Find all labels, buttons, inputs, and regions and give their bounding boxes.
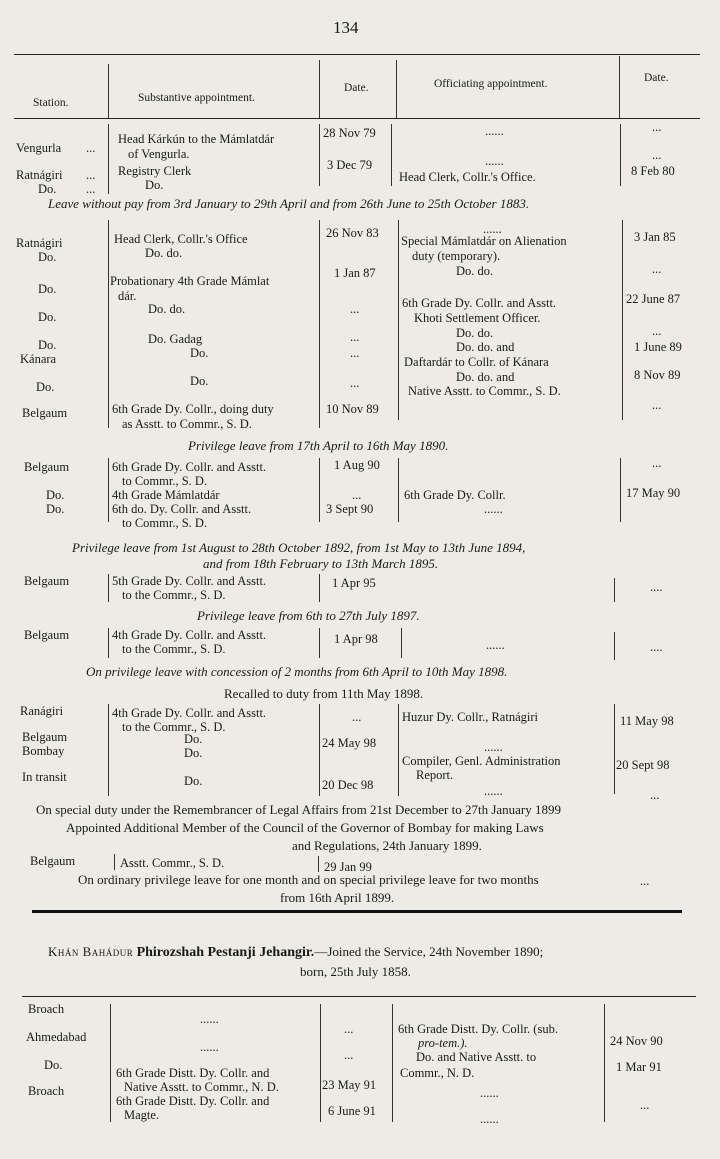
col-rule [319,628,320,658]
station: In transit [22,770,67,784]
station: Belgaum [22,730,68,744]
remark: Privilege leave from 17th April to 16th May 1890. [188,438,449,453]
substantive: 6th Grade Distt. Dy. Collr. and [116,1094,270,1108]
substantive: Native Asstt. to Commr., N. D. [124,1080,279,1094]
table-top-rule [22,996,696,997]
person-joined: —Joined the Service, 24th November 1890; [314,944,544,959]
col-rule [108,64,109,118]
col-rule [108,574,109,602]
station: Ahmedabad [26,1030,87,1044]
col-rule [318,856,319,872]
substantive: Do. [190,374,209,388]
station: Broach [28,1084,65,1098]
remark: from 16th April 1899. [280,890,395,905]
table-header-rule [14,118,700,119]
officiating: ...... [486,638,505,652]
date: 23 May 91 [322,1078,377,1092]
date: ... [350,376,360,390]
station: Do. [38,282,57,296]
officiating: 6th Grade Distt. Dy. Collr. (sub. [398,1022,558,1036]
col-rule [614,632,615,660]
officiating: Daftardár to Collr. of Kánara [404,355,549,369]
col-rule [619,56,620,118]
date: ... [640,874,650,888]
station: Vengurla [16,141,62,155]
col-rule [604,1004,605,1122]
date: 24 Nov 90 [610,1034,663,1048]
officiating: 6th Grade Dy. Collr. and Asstt. [402,296,557,310]
station: Kánara [20,352,57,366]
col-rule [614,578,615,602]
officiating: ...... [485,124,504,138]
station: Belgaum [22,406,68,420]
officiating: ...... [480,1086,499,1100]
remark: Recalled to duty from 11th May 1898. [224,686,424,701]
dots: ... [86,168,96,182]
col-rule [114,854,115,870]
date: 3 Sept 90 [326,502,374,516]
remark: and Regulations, 24th January 1899. [292,838,482,853]
station: Do. [44,1058,63,1072]
officiating: ...... [483,222,502,236]
substantive: to the Commr., S. D. [122,588,226,602]
col-rule [108,628,109,658]
officiating: Do. do. and [456,340,515,354]
col-rule [622,220,623,420]
date: 22 June 87 [626,292,681,306]
remark: and from 18th February to 13th March 1895. [203,556,439,571]
col-rule [108,124,109,194]
dots: ... [86,182,96,196]
date: 17 May 90 [626,486,681,500]
substantive: 4th Grade Dy. Collr. and Asstt. [112,628,267,642]
date: 24 May 98 [322,736,377,750]
substantive: of Vengurla. [128,147,190,161]
page-number: 134 [333,18,359,37]
officiating: Head Clerk, Collr.'s Office. [399,170,536,184]
date: 20 Dec 98 [322,778,374,792]
officiating: Do. do. [456,264,494,278]
date: ... [352,710,362,724]
officiating: Report. [416,768,454,782]
col-rule [398,458,399,522]
station: Belgaum [24,460,70,474]
substantive: Magte. [124,1108,160,1122]
col-rule [108,704,109,796]
substantive: Do. Gadag [148,332,203,346]
header-date2: Date. [644,72,669,84]
date: ... [350,346,360,360]
officiating: Khoti Settlement Officer. [414,311,541,325]
station: Do. [38,250,57,264]
header-date1: Date. [344,82,369,94]
date: 20 Sept 98 [616,758,670,772]
substantive: 4th Grade Mámlatdár [112,488,220,502]
remark: On ordinary privilege leave for one month and on special privilege leave for two months [78,872,539,887]
substantive: Head Kárkún to the Mámlatdár [118,132,275,146]
officiating: ...... [484,784,503,798]
col-rule [319,220,320,428]
date: 3 Jan 85 [634,230,676,244]
date: ... [652,262,662,276]
col-rule [620,124,621,186]
date: 1 Apr 98 [334,632,378,646]
col-rule [614,704,615,794]
remark: Leave without pay from 3rd January to 29th April and from 26th June to 25th October 1883. [48,196,530,211]
officiating: ...... [484,502,503,516]
date: ... [652,398,662,412]
officiating: duty (temporary). [412,249,501,263]
remark: Privilege leave from 1st August to 28th October 1892, from 1st May to 13th June 1894, [72,540,526,555]
officiating: Huzur Dy. Collr., Ratnágiri [402,710,538,724]
date: 6 June 91 [328,1104,376,1118]
col-rule [319,704,320,796]
date: ... [652,324,662,338]
officiating: Compiler, Genl. Administration [402,754,561,768]
person-heading [48,944,543,961]
substantive: Do. [184,774,203,788]
substantive: to Commr., S. D. [122,474,208,488]
header-officiating: Officiating appointment. [434,78,548,90]
station: Belgaum [24,628,70,642]
substantive: 6th do. Dy. Collr. and Asstt. [112,502,252,516]
date: 11 May 98 [620,714,674,728]
date: 28 Nov 79 [323,126,376,140]
substantive: as Asstt. to Commr., S. D. [122,417,252,431]
date: ... [652,148,662,162]
date: 1 Apr 95 [332,576,376,590]
date: ... [650,788,660,802]
date: ... [652,456,662,470]
date: ... [350,302,360,316]
officiating: Special Mámlatdár on Alienation [401,234,567,248]
date: 1 Aug 90 [334,458,380,472]
date: 3 Dec 79 [327,158,373,172]
substantive: 6th Grade Dy. Collr. and Asstt. [112,460,267,474]
person-name: Phirozshah Pestanji Jehangir. [136,945,315,960]
remark: Privilege leave from 6th to 27th July 1897. [197,608,420,623]
date: ... [350,330,360,344]
substantive: 6th Grade Dy. Collr., doing duty [112,402,274,416]
officiating: ...... [485,154,504,168]
officiating: Do. do. [456,326,494,340]
officiating: 6th Grade Dy. Collr. [404,488,506,502]
col-rule [319,458,320,522]
substantive: to the Commr., S. D. [122,720,226,734]
substantive: 6th Grade Distt. Dy. Collr. and [116,1066,270,1080]
col-rule [401,628,402,658]
remark: Appointed Additional Member of the Council of the Governor of Bombay for making Laws [66,820,544,835]
substantive: Do. [145,178,164,192]
col-rule [319,574,320,602]
officiating: Commr., N. D. [400,1066,475,1080]
substantive: ...... [200,1040,219,1054]
date: 26 Nov 83 [326,226,379,240]
col-rule [320,1004,321,1122]
person-title: Khán Bahádur [48,944,134,959]
col-rule [108,220,109,428]
officiating: pro-tem.). [418,1036,468,1050]
date: ... [344,1022,354,1036]
station: Belgaum [24,574,70,588]
dots: ... [86,141,96,155]
date: ... [352,488,362,502]
header-station: Station. [33,97,69,109]
date: ... [344,1048,354,1062]
col-rule [108,458,109,522]
date: 8 Nov 89 [634,368,681,382]
station: Broach [28,1002,65,1016]
officiating: ...... [480,1112,499,1126]
station: Ratnágiri [16,168,63,182]
section-divider [32,910,682,913]
col-rule [319,124,320,186]
station: Do. [36,380,55,394]
col-rule [398,704,399,796]
substantive: Do. [184,746,203,760]
substantive: Registry Clerk [118,164,192,178]
station: Ranágiri [20,704,64,718]
remark: On privilege leave with concession of 2 months from 6th April to 10th May 1898. [86,664,508,679]
substantive: dár. [118,289,137,303]
substantive: Asstt. Commr., S. D. [120,856,225,870]
col-rule [110,1004,111,1122]
station: Belgaum [30,854,76,868]
date: ... [640,1098,650,1112]
station: Do. [38,182,57,196]
date: ... [652,120,662,134]
col-rule [398,220,399,420]
substantive: to the Commr., S. D. [122,642,226,656]
substantive: Do. [190,346,209,360]
col-rule [391,124,392,186]
col-rule [319,60,320,118]
substantive: Do. do. [148,302,186,316]
person-born: born, 25th July 1858. [300,964,411,979]
officiating: Do. and Native Asstt. to [416,1050,537,1064]
station: Do. [46,502,65,516]
date: 10 Nov 89 [326,402,379,416]
station: Do. [38,338,57,352]
col-rule [620,458,621,522]
date: .... [650,580,663,594]
station: Ratnágiri [16,236,63,250]
date: .... [650,640,663,654]
substantive: ...... [200,1012,219,1026]
col-rule [396,60,397,118]
substantive: to Commr., S. D. [122,516,208,530]
col-rule [392,1004,393,1122]
substantive: Do. [184,732,203,746]
officiating: ...... [484,740,503,754]
officiating: Do. do. and [456,370,515,384]
date: 8 Feb 80 [631,164,675,178]
header-substantive: Substantive appointment. [138,92,255,104]
substantive: Head Clerk, Collr.'s Office [114,232,248,246]
date: 1 June 89 [634,340,682,354]
date: 29 Jan 99 [324,860,372,874]
table-top-rule [14,54,700,55]
remark: On special duty under the Remembrancer of Legal Affairs from 21st December to 27th January 1899 [36,802,562,817]
station: Do. [46,488,65,502]
substantive: Do. do. [145,246,183,260]
substantive: Probationary 4th Grade Mámlat [110,274,270,288]
date: 1 Mar 91 [616,1060,662,1074]
station: Do. [38,310,57,324]
substantive: 4th Grade Dy. Collr. and Asstt. [112,706,267,720]
station: Bombay [22,744,65,758]
substantive: 5th Grade Dy. Collr. and Asstt. [112,574,267,588]
date: 1 Jan 87 [334,266,376,280]
officiating: Native Asstt. to Commr., S. D. [408,384,561,398]
